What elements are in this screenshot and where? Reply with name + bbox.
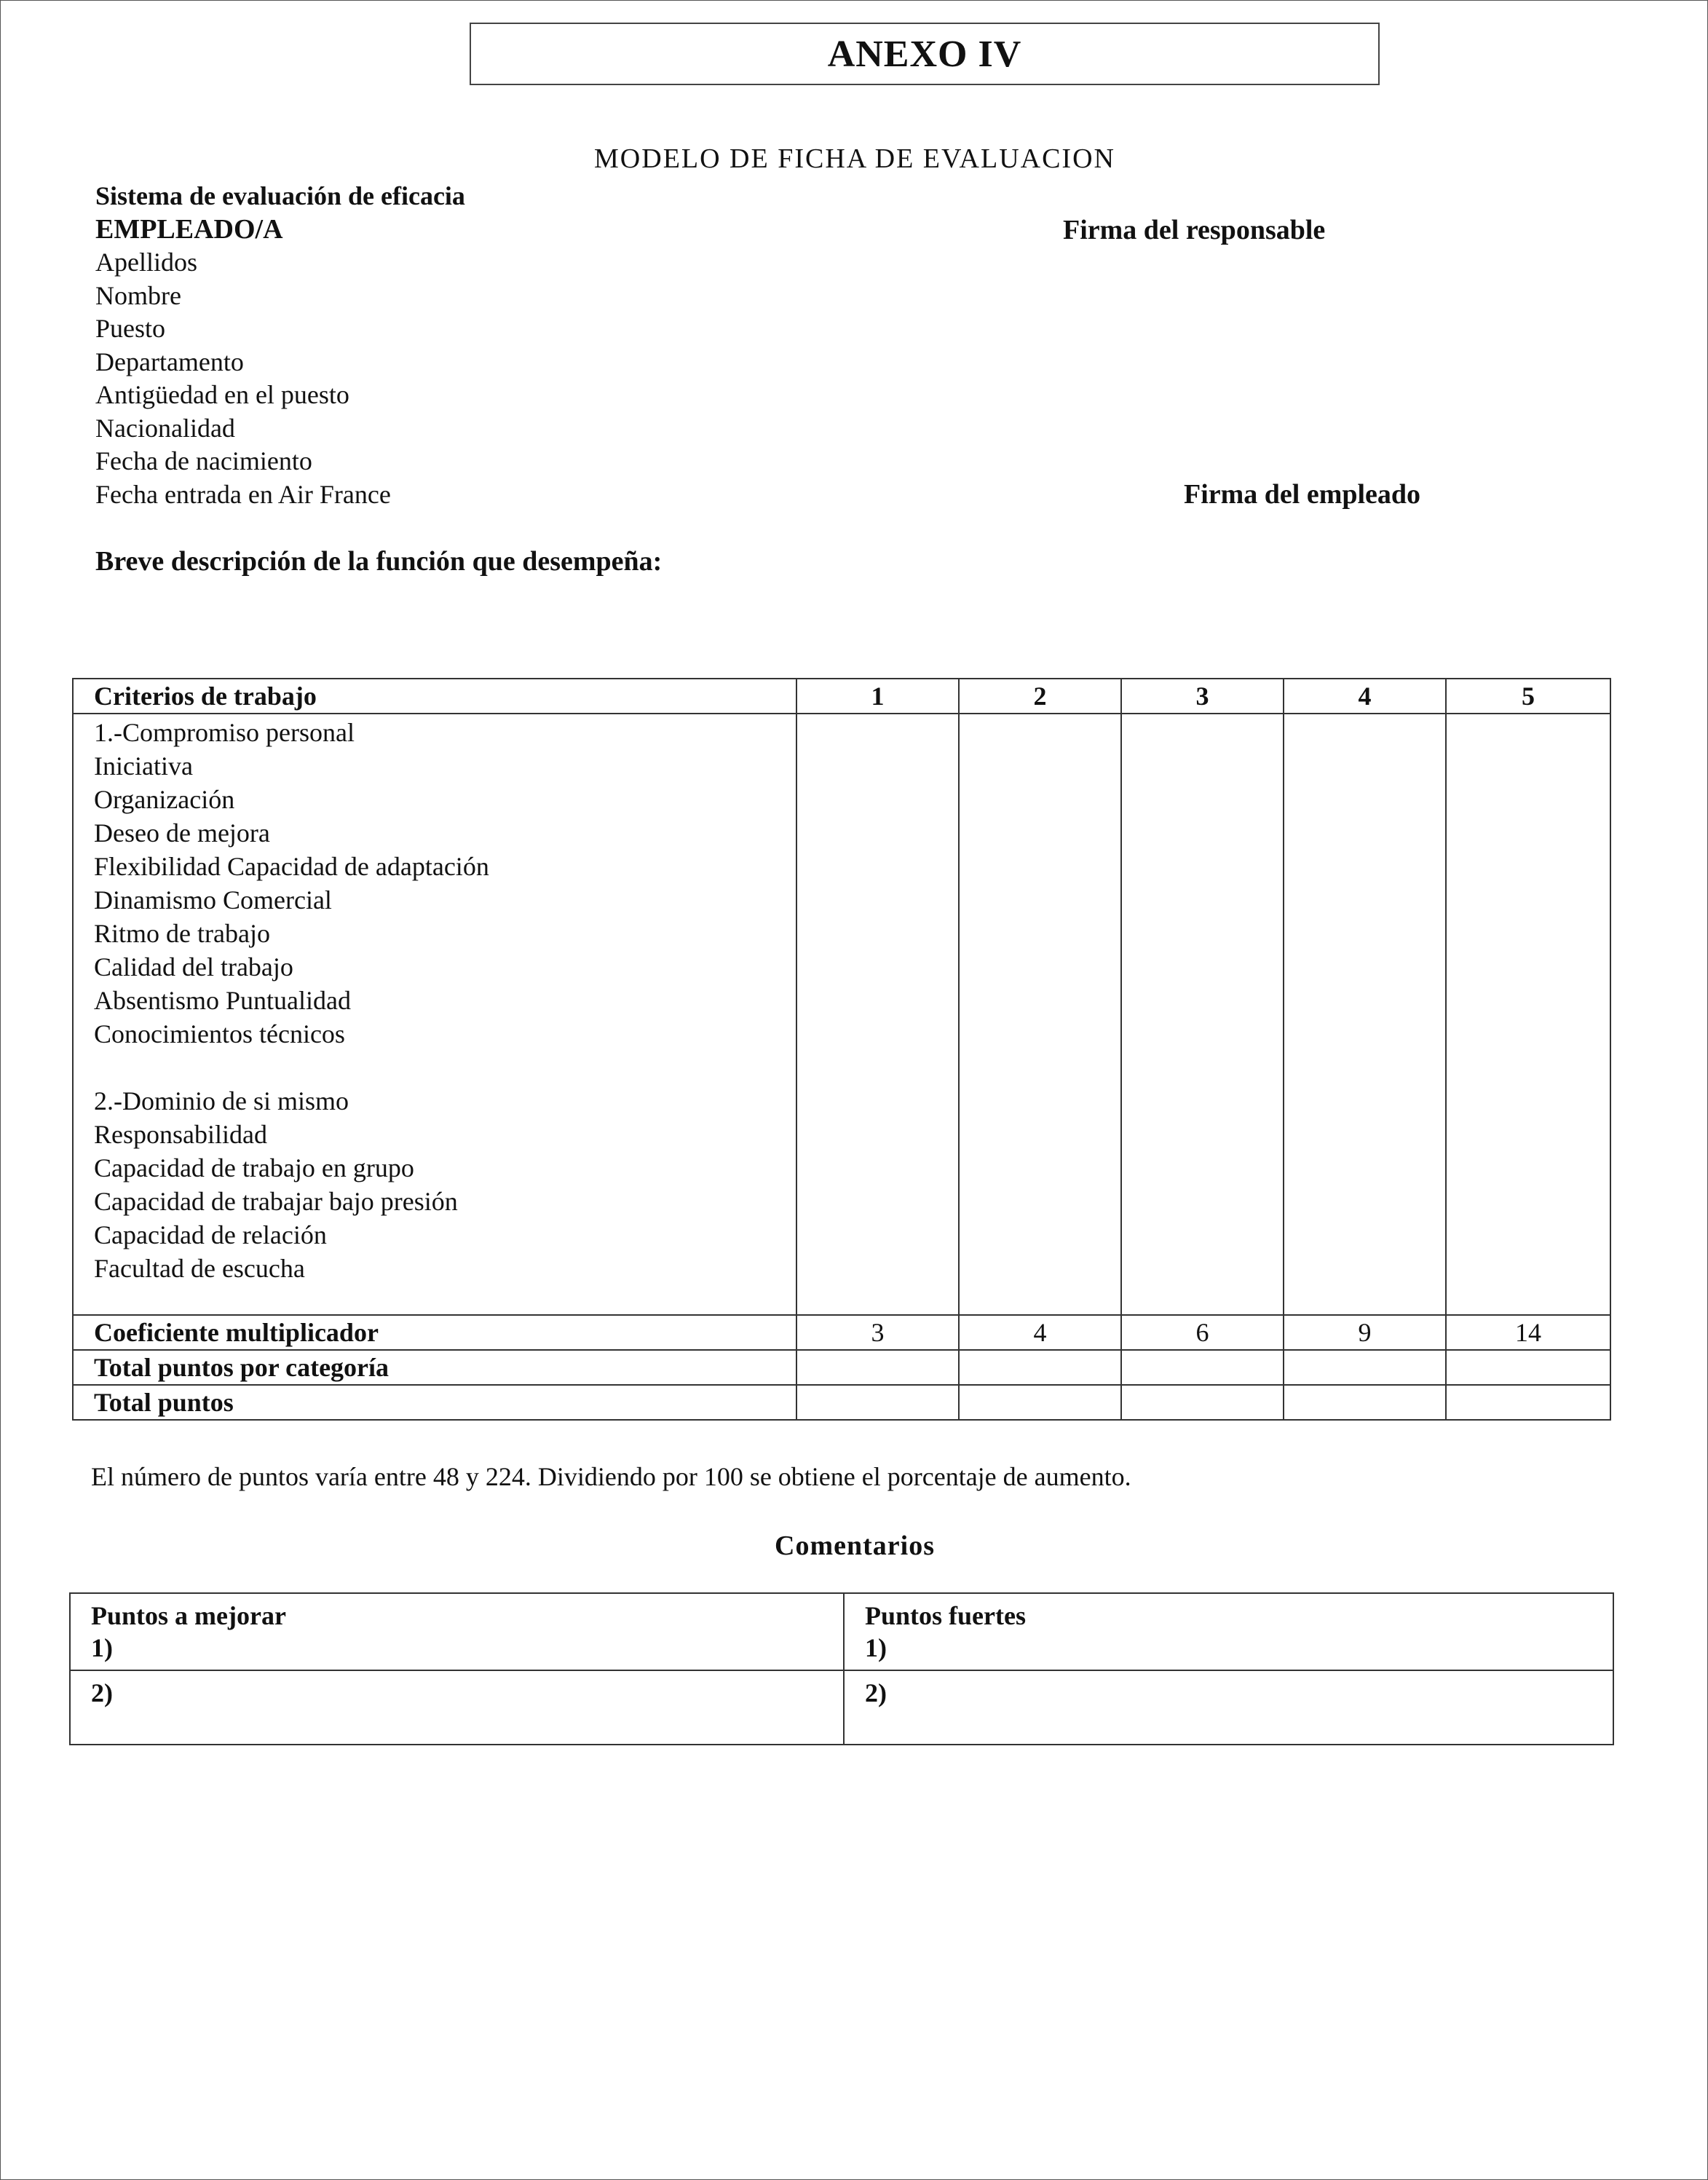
improve-cell-2[interactable] xyxy=(70,1670,844,1745)
total-category-cell-5[interactable] xyxy=(1446,1350,1610,1385)
criteria-body-row xyxy=(73,714,1610,1315)
total-category-cell-3[interactable] xyxy=(1121,1350,1284,1385)
field-fecha-entrada: Fecha entrada en Air France xyxy=(95,479,391,509)
criterion: Ritmo de trabajo xyxy=(94,919,270,948)
employee-section xyxy=(95,180,465,511)
employee-heading: EMPLEADO/A xyxy=(95,213,283,245)
annex-title: ANEXO IV xyxy=(470,23,1380,85)
criterion: 1.-Compromiso personal xyxy=(94,718,355,747)
system-label: Sistema de evaluación de eficacia xyxy=(95,181,465,210)
field-puesto: Puesto xyxy=(95,314,166,343)
criterion: Facultad de escucha xyxy=(94,1254,305,1283)
improve-item-2: 2) xyxy=(91,1678,113,1707)
score-header-1: 1 xyxy=(796,679,959,714)
total-cell-1[interactable] xyxy=(796,1385,959,1420)
criteria-header-row xyxy=(73,679,1610,714)
total-category-cell-1[interactable] xyxy=(796,1350,959,1385)
criterion: Organización xyxy=(94,785,235,814)
coefficient-row xyxy=(73,1315,1610,1350)
criterion: Dinamismo Comercial xyxy=(94,885,332,915)
criterion: Capacidad de relación xyxy=(94,1220,327,1249)
comments-row-2 xyxy=(70,1670,1613,1745)
improve-item-1: 1) xyxy=(91,1633,113,1662)
total-category-cell-4[interactable] xyxy=(1284,1350,1446,1385)
strengths-item-2: 2) xyxy=(865,1678,887,1707)
score-cell-1[interactable] xyxy=(796,714,959,1315)
criteria-header: Criterios de trabajo xyxy=(73,679,796,714)
field-antiguedad: Antigüedad en el puesto xyxy=(95,380,349,409)
total-category-row xyxy=(73,1350,1610,1385)
total-cell-5[interactable] xyxy=(1446,1385,1610,1420)
coefficient-5: 14 xyxy=(1446,1315,1610,1350)
strengths-cell[interactable] xyxy=(844,1593,1613,1670)
total-label: Total puntos xyxy=(73,1385,796,1420)
strengths-item-1: 1) xyxy=(865,1633,887,1662)
score-cell-5[interactable] xyxy=(1446,714,1610,1315)
total-category-cell-2[interactable] xyxy=(959,1350,1121,1385)
total-cell-2[interactable] xyxy=(959,1385,1121,1420)
total-cell-3[interactable] xyxy=(1121,1385,1284,1420)
coefficient-2: 4 xyxy=(959,1315,1121,1350)
form-subtitle: MODELO DE FICHA DE EVALUACION xyxy=(594,143,1115,174)
group-spacer xyxy=(94,1051,796,1084)
score-header-4: 4 xyxy=(1284,679,1446,714)
total-row xyxy=(73,1385,1610,1420)
field-fecha-nacimiento: Fecha de nacimiento xyxy=(95,446,312,475)
comments-row-1 xyxy=(70,1593,1613,1670)
criterion: Responsabilidad xyxy=(94,1120,267,1149)
points-note: El número de puntos varía entre 48 y 224. Dividiendo por 100 se obtiene el porcentaje de aumento. xyxy=(91,1462,1131,1491)
strengths-cell-2[interactable] xyxy=(844,1670,1613,1745)
criterion: Iniciativa xyxy=(94,751,193,781)
signature-employee-label: Firma del empleado xyxy=(1184,479,1421,510)
criterion: Calidad del trabajo xyxy=(94,952,293,982)
criterion: Capacidad de trabajar bajo presión xyxy=(94,1187,458,1216)
score-header-5: 5 xyxy=(1446,679,1610,714)
criteria-table xyxy=(72,678,1611,1421)
improve-label: Puntos a mejorar xyxy=(91,1601,286,1630)
field-apellidos: Apellidos xyxy=(95,248,197,277)
score-header-2: 2 xyxy=(959,679,1121,714)
criterion: Conocimientos técnicos xyxy=(94,1019,345,1048)
criterion: Deseo de mejora xyxy=(94,818,270,848)
total-cell-4[interactable] xyxy=(1284,1385,1446,1420)
score-cell-3[interactable] xyxy=(1121,714,1284,1315)
criteria-list xyxy=(73,714,796,1315)
strengths-label: Puntos fuertes xyxy=(865,1601,1026,1630)
comments-title: Comentarios xyxy=(775,1531,935,1561)
total-category-label: Total puntos por categoría xyxy=(73,1350,796,1385)
signature-responsible-label: Firma del responsable xyxy=(1063,215,1326,245)
comments-table xyxy=(69,1592,1614,1745)
coefficient-4: 9 xyxy=(1284,1315,1446,1350)
criterion: Flexibilidad Capacidad de adaptación xyxy=(94,852,489,881)
criterion: Absentismo Puntualidad xyxy=(94,986,351,1015)
score-cell-2[interactable] xyxy=(959,714,1121,1315)
improve-cell[interactable] xyxy=(70,1593,844,1670)
coefficient-1: 3 xyxy=(796,1315,959,1350)
field-nombre: Nombre xyxy=(95,280,181,310)
description-label: Breve descripción de la función que desempeña: xyxy=(95,546,663,577)
coefficient-label: Coeficiente multiplicador xyxy=(73,1315,796,1350)
criterion: 2.-Dominio de si mismo xyxy=(94,1086,349,1115)
coefficient-3: 6 xyxy=(1121,1315,1284,1350)
score-header-3: 3 xyxy=(1121,679,1284,714)
score-cell-4[interactable] xyxy=(1284,714,1446,1315)
field-departamento: Departamento xyxy=(95,347,244,376)
field-nacionalidad: Nacionalidad xyxy=(95,413,235,443)
criterion: Capacidad de trabajo en grupo xyxy=(94,1153,414,1182)
